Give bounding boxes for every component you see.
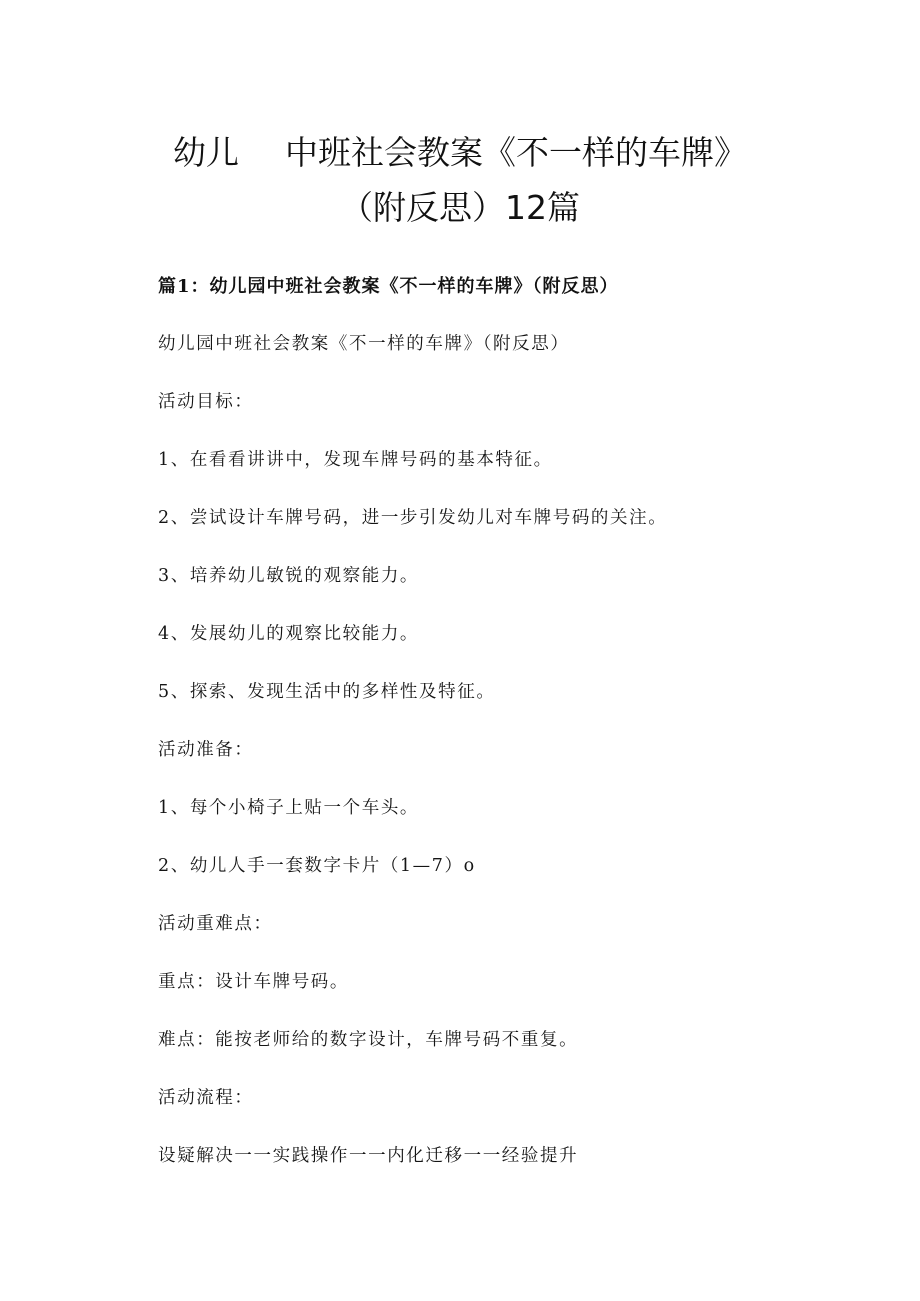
section-heading: 篇1：幼儿园中班社会教案《不一样的车牌》（附反思） (158, 276, 619, 297)
title-part-2: 中班社会教案《不一样的车牌》 (285, 133, 747, 172)
paragraph-goal-3: 3、培养幼儿敏锐的观察能力。 (158, 566, 420, 586)
paragraph-goal-5: 5、探索、发现生活中的多样性及特征。 (158, 682, 496, 702)
paragraph-keypoint: 重点：设计车牌号码。 (158, 972, 349, 992)
paragraph-goal-4: 4、发展幼儿的观察比较能力。 (158, 624, 420, 644)
paragraph-process-heading: 活动流程： (158, 1088, 254, 1108)
document-title-line-1 (0, 133, 920, 173)
paragraph-subtitle: 幼儿园中班社会教案《不一样的车牌》（附反思） (158, 334, 570, 354)
paragraph-prep-1: 1、每个小椅子上贴一个车头。 (158, 798, 420, 818)
paragraph-keypoints-heading: 活动重难点： (158, 914, 273, 934)
paragraph-goal-1: 1、在看看讲讲中，发现车牌号码的基本特征。 (158, 450, 553, 470)
paragraph-goal-2: 2、尝试设计车牌号码，进一步引发幼儿对车牌号码的关注。 (158, 508, 668, 528)
paragraph-process-flow: 设疑解决一一实践操作一一内化迁移一一经验提升 (158, 1146, 579, 1166)
paragraph-prep-heading: 活动准备： (158, 740, 254, 760)
title-part-1: 幼儿 (173, 133, 239, 172)
paragraph-goals-heading: 活动目标： (158, 392, 254, 412)
document-title-line-2: （附反思）12篇 (340, 188, 580, 227)
paragraph-prep-2: 2、幼儿人手一套数字卡片（1—7）o (158, 856, 476, 876)
paragraph-difficulty: 难点：能按老师给的数字设计，车牌号码不重复。 (158, 1030, 579, 1050)
